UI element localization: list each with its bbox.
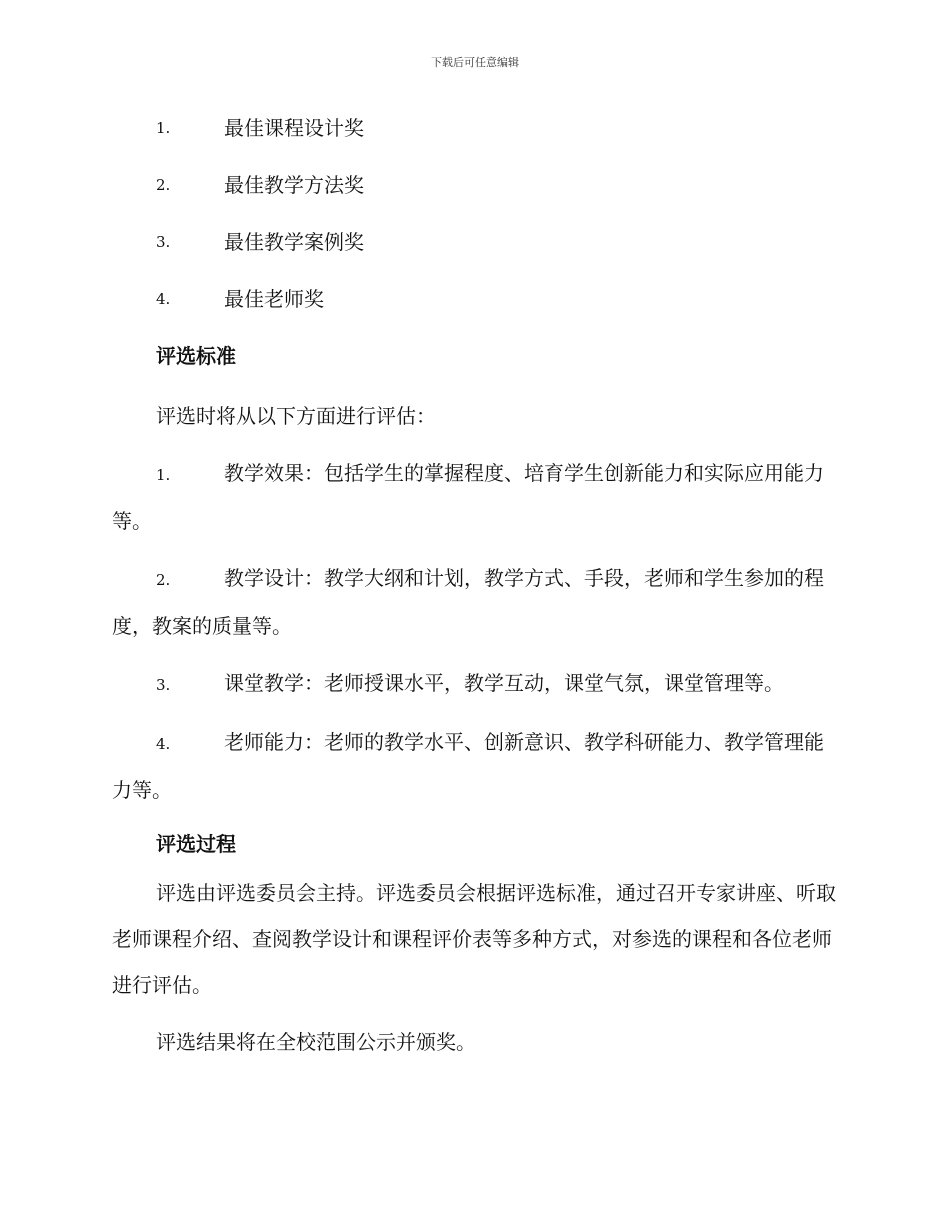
award-text: 最佳教学方法奖 <box>224 173 364 197</box>
criteria-heading: 评选标准 <box>156 344 236 368</box>
criteria-item <box>112 719 838 813</box>
criteria-item-text: 课堂教学：老师授课水平，教学互动，课堂气氛，课堂管理等。 <box>224 671 784 695</box>
award-text: 最佳老师奖 <box>224 287 324 311</box>
document-content <box>112 108 838 1076</box>
award-item <box>112 108 838 165</box>
award-text: 最佳课程设计奖 <box>224 116 364 140</box>
result-paragraph: 评选结果将在全校范围公示并颁奖。 <box>156 1030 476 1054</box>
award-text: 最佳教学案例奖 <box>224 230 364 254</box>
process-heading: 评选过程 <box>156 832 236 856</box>
award-item <box>112 222 838 279</box>
award-item <box>112 279 838 336</box>
criteria-item <box>112 555 838 649</box>
criteria-item-text: 老师能力：老师的教学水平、创新意识、教学科研能力、教学管理能力等。 <box>112 730 824 802</box>
award-number: 1. <box>156 119 171 137</box>
criteria-item-number: 2. <box>156 571 171 589</box>
award-number: 4. <box>156 290 171 308</box>
award-item <box>112 165 838 222</box>
criteria-intro: 评选时将从以下方面进行评估： <box>156 404 436 428</box>
criteria-item-text: 教学设计：教学大纲和计划，教学方式、手段，老师和学生参加的程度，教案的质量等。 <box>112 566 824 638</box>
process-paragraph: 评选由评选委员会主持。评选委员会根据评选标准，通过召开专家讲座、听取老师课程介绍、查阅教学设计和课程评价表等多种方式，对参选的课程和各位老师进行评估。 <box>112 881 836 997</box>
criteria-item <box>112 660 838 708</box>
award-number: 3. <box>156 233 171 251</box>
award-number: 2. <box>156 176 171 194</box>
header-note: 下载后可任意编辑 <box>431 56 519 69</box>
criteria-item <box>112 450 838 544</box>
criteria-item-number: 4. <box>156 735 171 753</box>
criteria-item-number: 1. <box>156 466 171 484</box>
criteria-item-text: 教学效果：包括学生的掌握程度、培育学生创新能力和实际应用能力等。 <box>112 461 824 533</box>
criteria-item-number: 3. <box>156 676 171 694</box>
